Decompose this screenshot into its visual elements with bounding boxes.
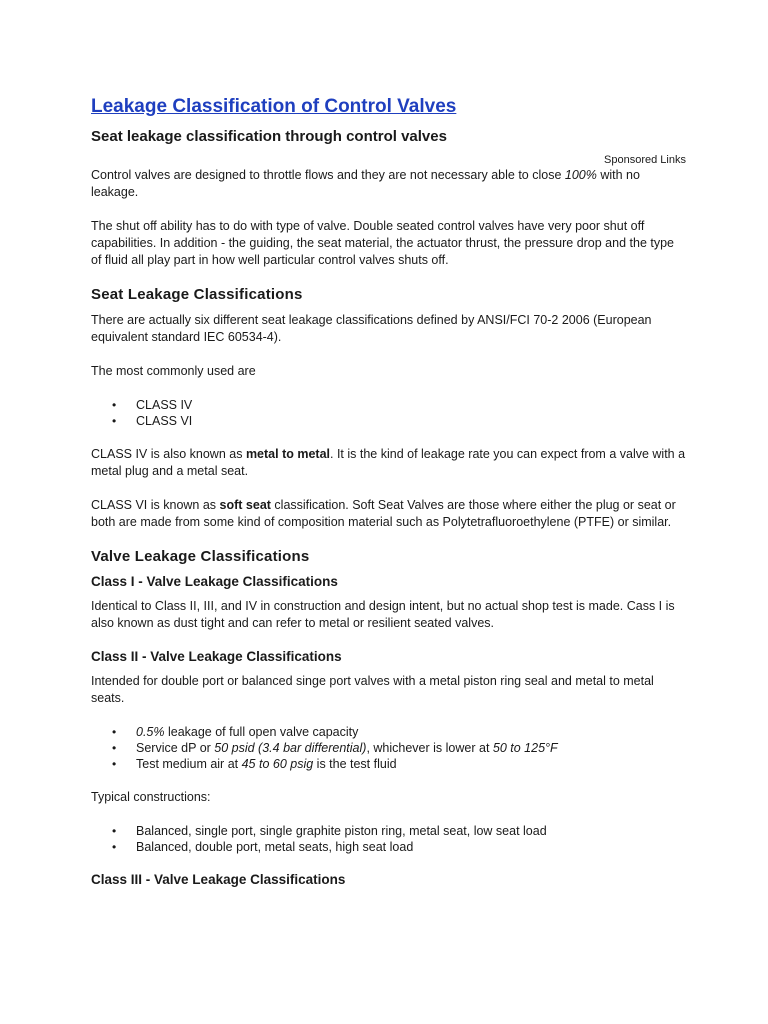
class1-paragraph: Identical to Class II, III, and IV in construction and design intent, but no actual shop test is made. Cass I is also known as dust tight and can refer to metal or resilient seated valves. [91,599,675,630]
class1-heading: Class I - Valve Leakage Classifications [91,574,338,589]
typical-constructions-label: Typical constructions: [91,790,211,804]
spec-service-temp: 50 to 125°F [492,741,558,755]
list-item [136,724,686,740]
class2-paragraph: Intended for double port or balanced singe port valves with a metal piston ring seal and metal to metal seats. [91,674,654,705]
article-subtitle: Seat leakage classification through control valves [91,128,447,145]
seat-paragraph-1: There are actually six different seat leakage classifications defined by ANSI/FCI 70-2 2006 (European equivalent standard IEC 60534-4). [91,313,652,344]
intro-p1-text: Control valves are designed to throttle flows and they are not necessary able to close [91,168,565,182]
spec-service-text-a: Service dP or [136,741,215,755]
spec-leakage-text: leakage of full open valve capacity [164,725,359,739]
class6-text-a: CLASS VI is known as [91,498,220,512]
article-title-link[interactable]: Leakage Classification of Control Valves [91,96,457,117]
class4-paragraph [91,446,686,480]
spec-leakage-value: 0.5% [136,725,165,739]
class3-heading: Class III - Valve Leakage Classifications [91,872,346,887]
list-item: • Balanced, single port, single graphite piston ring, metal seat, low seat load [136,823,686,839]
class6-text-c: classification. Soft Seat Valves are those where either the plug or seat or both are made from some kind of composition material such as Polytetrafluoroethylene (PTFE) or similar. [91,498,676,529]
class2-heading: Class II - Valve Leakage Classifications [91,649,342,664]
intro-paragraph-1 [91,167,686,201]
sponsored-links[interactable]: Sponsored Links [604,154,686,166]
list-item: • CLASS IV [136,397,686,413]
spec-service-pressure: 50 psid (3.4 bar differential) [214,741,367,755]
spec-test-text-b: is the test fluid [313,757,397,771]
intro-p1-tail: with no leakage. [91,168,640,199]
class4-text-c: . It is the kind of leakage rate you can expect from a valve with a metal plug and a metal seat. [91,447,686,478]
seat-leakage-heading: Seat Leakage Classifications [91,286,303,303]
valve-leakage-heading: Valve Leakage Classifications [91,548,310,565]
constructions-list [91,823,686,855]
article-content [91,96,686,887]
intro-p1-percent: 100% [564,168,597,182]
spec-test-pressure: 45 to 60 psig [241,757,314,771]
spec-test-text-a: Test medium air at [136,757,242,771]
common-classes-list [91,397,686,429]
class6-paragraph [91,497,686,531]
list-item: • CLASS VI [136,413,686,429]
intro-paragraph-2: The shut off ability has to do with type of valve. Double seated control valves have very poor shut off capabilities. In addition - the guiding, the seat material, the actuator thrust, the pressure drop and the type of fluid all play part in how well particular control valves shuts off. [91,219,674,267]
class2-spec-list [91,724,686,772]
class6-bold: soft seat [219,498,271,512]
list-item [136,756,686,772]
class4-bold: metal to metal [245,447,330,461]
class4-text-a: CLASS IV is also known as [91,447,246,461]
list-item: • Balanced, double port, metal seats, high seat load [136,839,686,855]
spec-service-text-b: , whichever is lower at [366,741,493,755]
seat-paragraph-2: The most commonly used are [91,364,256,378]
list-item [136,740,686,756]
